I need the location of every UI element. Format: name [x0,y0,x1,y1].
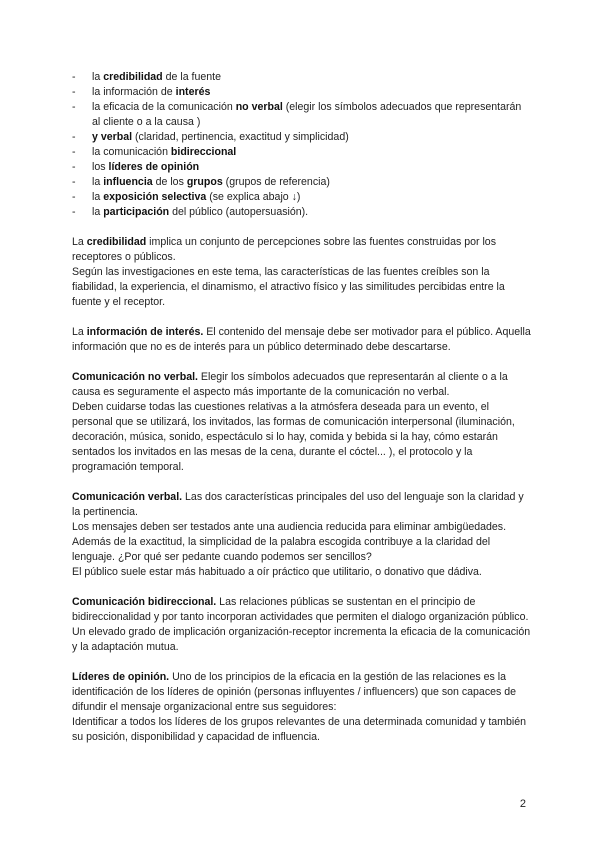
section-credibilidad [72,235,532,310]
section-comunicacion-bidireccional [72,595,532,655]
paragraph: El público suele estar más habituado a oír práctico que utilitario, o donativo que dádiva. [72,566,482,578]
bullet-dash: - [72,101,76,113]
bullet-dash: - [72,161,76,173]
paragraph: Un elevado grado de implicación organización-receptor incrementa la eficacia de la comunicación y la adaptación mutua. [72,626,531,653]
list-item: - la influencia de los grupos (grupos de referencia) [72,176,330,188]
paragraph: Comunicación no verbal. Elegir los símbolos adecuados que representarán al cliente o a la causa es seguramente el aspecto más importante de la comunicación no verbal. [72,371,508,398]
bullet-dash: - [72,191,76,203]
bullet-dash: - [72,146,76,158]
section-lideres-opinion [72,670,532,745]
paragraph: Deben cuidarse todas las cuestiones relativas a la atmósfera deseada para un evento, el personal que se utilizará, los invitados, las formas de comunicación interpersonal (iluminación, decoración, música, sonido, espectáculo si lo hay, comida y bebida si la hay, cómo estarán sentados los invitados en las mesas de la cena, durante el cóctel... ), el protocolo y la programación temporal. [72,401,515,473]
section-informacion-interes [72,325,532,355]
list-item: - la eficacia de la comunicación no verbal (elegir los símbolos adecuados que representarán al cliente o a la causa ) [72,101,522,128]
paragraph: Líderes de opinión. Uno de los principios de la eficacia en la gestión de las relaciones es la identificación de los líderes de opinión (personas influyentes / influencers) que son capaces de difundir el mensaje organizacional entre sus seguidores: [72,671,517,713]
page-number: 2 [519,798,526,810]
paragraph: Comunicación verbal. Las dos características principales del uso del lenguaje son la claridad y la pertinencia. [72,491,524,518]
paragraph: Además de la exactitud, la simplicidad de la palabra escogida contribuye a la claridad del lenguaje. ¿Por qué ser pedante cuando podemos ser sencillos? [72,536,491,563]
paragraph: Identificar a todos los líderes de los grupos relevantes de una determinada comunidad y también su posición, disponibilidad y capacidad de influencia. [72,716,527,743]
list-item: - los líderes de opinión [72,161,200,173]
list-item: - la credibilidad de la fuente [72,71,221,83]
list-item: - la información de interés [72,86,211,98]
bullet-dash: - [72,71,76,83]
bullet-dash: - [72,206,76,218]
list-item: - y verbal (claridad, pertinencia, exactitud y simplicidad) [72,131,349,143]
paragraph: Comunicación bidireccional. Las relaciones públicas se sustentan en el principio de bidireccionalidad y por tanto incorporan actividades que permiten el dialogo organización público. [72,596,529,623]
section-comunicacion-verbal [72,490,532,580]
list-item: - la comunicación bidireccional [72,146,237,158]
paragraph: Los mensajes deben ser testados ante una audiencia reducida para eliminar ambigüedades. [72,521,507,533]
document-page [72,70,532,745]
factors-list [72,70,532,220]
list-item: - la exposición selectiva (se explica abajo ↓) [72,191,301,203]
bullet-dash: - [72,131,76,143]
paragraph: La información de interés. El contenido del mensaje debe ser motivador para el público. Aquella información que no es de interés para un público determinado debe descartarse. [72,326,531,353]
bullet-dash: - [72,86,76,98]
bullet-dash: - [72,176,76,188]
paragraph: Según las investigaciones en este tema, las características de las fuentes creíbles son la fiabilidad, la experiencia, el dinamismo, el atractivo físico y las similitudes percibidas entre la fuente y el receptor. [72,266,505,308]
list-item: - la participación del público (autopersuasión). [72,206,309,218]
paragraph: La credibilidad implica un conjunto de percepciones sobre las fuentes construidas por los receptores o públicos. [72,236,496,263]
section-comunicacion-no-verbal [72,370,532,475]
